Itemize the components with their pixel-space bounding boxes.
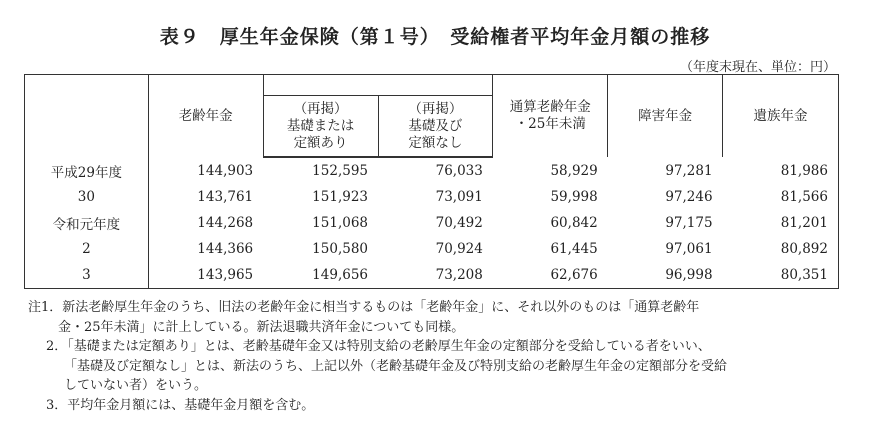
table-cell: 61,445: [550, 241, 598, 257]
table-cell: 62,676: [550, 267, 598, 283]
table-row: [25, 184, 839, 210]
pension-table: [24, 74, 839, 289]
table-row: [25, 262, 839, 289]
table-cell: 96,998: [665, 267, 713, 283]
table-cell: 152,595: [312, 163, 368, 179]
header-old-age: 老齢年金: [148, 75, 263, 158]
note-2: 2．「基礎または定額あり」とは、老齢基礎年金又は特別支給の老齢厚生年金の定額部分を受給している者をいい、: [46, 339, 711, 354]
note-2-cont2: していない者）をいう。: [64, 378, 208, 393]
header-survivor: 遺族年金: [723, 75, 839, 158]
table-row: [25, 210, 839, 236]
table-cell: 143,761: [148, 184, 263, 210]
table-row: [25, 236, 839, 262]
table-cell: 81,566: [780, 189, 828, 205]
note-1-cont: 金・25年未満」に計上している。新法退職共済年金についても同様。: [58, 319, 465, 335]
header-without-basic: （再掲） 基礎及び 定額なし: [378, 96, 493, 158]
row-label: 令和元年度: [25, 210, 149, 236]
table-cell: 80,351: [780, 267, 828, 283]
table-cell: 76,033: [435, 163, 483, 179]
table-cell: 73,208: [435, 267, 483, 283]
table-cell: 70,924: [435, 241, 483, 257]
table-cell: 150,580: [312, 241, 368, 257]
table-cell: 81,201: [780, 215, 828, 231]
table-cell: 149,656: [312, 267, 368, 283]
table-cell: 58,929: [550, 162, 598, 179]
table-cell: 97,246: [665, 189, 713, 205]
table-title: 表９ 厚生年金保険（第１号） 受給権者平均年金月額の推移: [159, 26, 711, 48]
row-label: 3: [25, 262, 149, 289]
header-with-basic: （再掲） 基礎または 定額あり: [263, 96, 378, 158]
table-cell: 151,068: [312, 215, 368, 231]
table-cell: 97,175: [665, 215, 713, 231]
note-2-cont: 「基礎及び定額なし」とは、新法のうち、上記以外（老齢基礎年金及び特別支給の老齢厚生年金の定額部分を受給: [64, 358, 728, 374]
table-cell: 151,923: [312, 189, 368, 205]
table-cell: 73,091: [435, 189, 483, 205]
note-1: 注1．新法老齢厚生年金のうち、旧法の老齢年金に相当するものは「老齢年金」に、それ以外のものは「通算老齢年: [28, 300, 700, 315]
unit-note: （年度末現在、単位：円）: [679, 60, 836, 75]
header-disability: 障害年金: [608, 75, 723, 158]
table-cell: 80,892: [780, 241, 828, 257]
table-cell: 144,268: [148, 210, 263, 236]
table-cell: 144,903: [148, 157, 263, 184]
table-row: [25, 157, 839, 184]
table-cell: 60,842: [550, 215, 598, 231]
table-cell: 97,281: [665, 162, 713, 179]
header-blank: [25, 75, 149, 158]
table-cell: 70,492: [435, 215, 483, 231]
row-label: 30: [25, 184, 149, 210]
table-cell: 59,998: [550, 189, 598, 205]
table-cell: 143,965: [148, 262, 263, 289]
row-label: 2: [25, 236, 149, 262]
header-combined: 通算老齢年金 ・25年未満: [493, 75, 608, 158]
table-cell: 144,366: [148, 236, 263, 262]
notes: [28, 298, 848, 415]
row-label: 平成29年度: [25, 157, 149, 184]
table-cell: 97,061: [665, 241, 713, 257]
note-3: 3．平均年金月額には、基礎年金月額を含む。: [46, 397, 315, 413]
table-cell: 81,986: [780, 162, 828, 179]
